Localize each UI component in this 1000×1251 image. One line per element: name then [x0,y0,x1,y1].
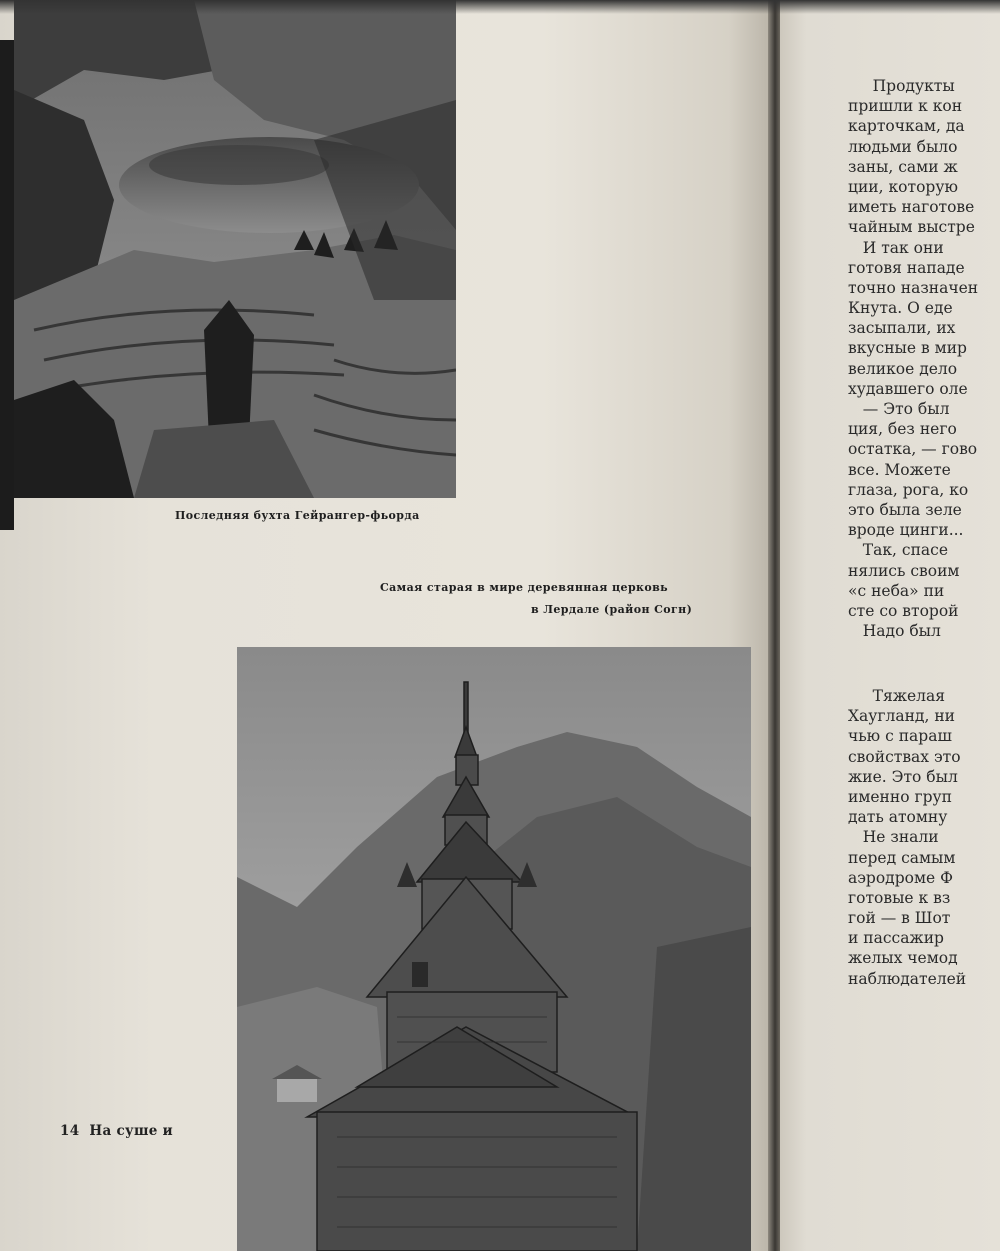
top-shadow [0,0,1000,14]
church-caption-line2: в Лердале (район Согн) [531,603,693,616]
text-line: засыпали, их [848,319,956,338]
text-line: и пассажир [848,929,944,948]
text-line: пришли к кон [848,97,963,116]
text-line: остатка, — гово [848,440,978,459]
text-line: это была зеле [848,500,962,519]
text-line: чайным выстре [848,218,975,237]
fjord-caption: Последняя бухта Гейрангер-фьорда [175,509,420,522]
text-line: все. Можете [848,460,951,479]
text-line: Так, спасе [848,541,949,560]
text-line: готовые к вз [848,888,951,907]
text-line: вкусные в мир [848,339,967,358]
photo-stave-church [237,647,751,1251]
text-line: Продукты [848,77,955,95]
text-line: наблюдателей [848,969,967,988]
text-line: желых чемод [848,949,958,968]
text-line: — Это был [848,400,950,418]
text-line: перед самым [848,848,956,867]
text-line: сте со второй [848,601,959,620]
text-line: нялись своим [848,561,960,580]
text-paragraph-2 [848,686,1000,989]
text-line: Кнута. О еде [848,299,953,318]
text-line: худавшего оле [848,379,968,398]
text-line: людьми было [848,137,958,156]
right-page [780,0,1000,1251]
text-line: великое дело [848,359,958,378]
running-title: На суше и [89,1123,173,1139]
text-line: точно назначен [848,278,979,297]
text-line: Хаугланд, ни [848,707,955,726]
text-line: карточкам, да [848,117,965,136]
text-line: аэродроме Ф [848,868,953,887]
page-number: 14 [60,1123,80,1139]
text-line: готовя нападе [848,258,965,277]
text-line: жие. Это был [848,767,958,786]
text-line: чью с параш [848,727,952,746]
text-line: Не знали [848,828,939,847]
text-line: ция, без него [848,420,957,439]
text-line: именно груп [848,787,952,806]
text-line: Тяжелая [848,687,946,705]
text-line: Надо был [848,622,941,641]
text-line: И так они [848,238,949,257]
book-cover-edge [0,40,14,530]
text-line: «с неба» пи [848,581,945,600]
text-paragraph-1 [848,76,1000,641]
text-line: иметь наготове [848,198,975,217]
text-line: свойствах это [848,747,961,766]
page-footer [60,1123,173,1139]
text-line: гой — в Шот [848,909,951,928]
text-line: глаза, рога, ко [848,480,969,499]
text-line: вроде цинги... [848,521,964,540]
text-line: заны, сами ж [848,157,958,176]
text-line: ции, которую [848,177,958,196]
text-line: дать атомну [848,808,948,827]
church-caption-line1: Самая старая в мире деревянная церковь [380,581,669,594]
photo-geiranger-fjord [14,0,456,498]
